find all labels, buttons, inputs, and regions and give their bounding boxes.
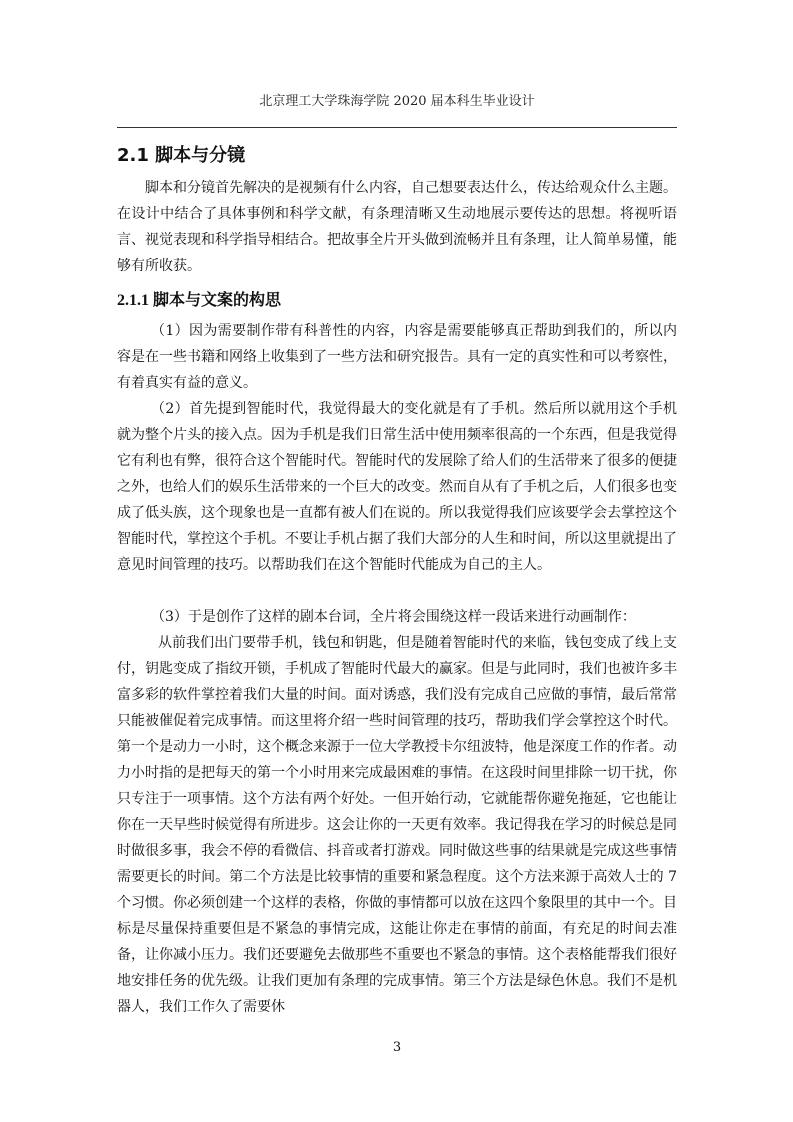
paragraph-2: （2）首先提到智能时代，我觉得最大的变化就是有了手机。然后所以就用这个手机就为整个片头的接入点。因为手机是我们日常生活中使用频率很高的一个东西，但是我觉得它有利也有弊，很符合这个智能时代。智能时代的发展除了给人们的生活带来了很多的便捷之外，也给人们的娱乐生活带来的一个巨大的改变。然而自从有了手机之后，人们很多也变成了低头族，这个现象也是一直都有被人们在说的。所以我觉得我们应该要学会去掌控这个智能时代，掌控这个手机。不要让手机占据了我们大部分的人生和时间，所以这里就提出了意见时间管理的技巧。以帮助我们在这个智能时代能成为自己的主人。 [117, 401, 677, 573]
subsection-heading: 2.1.1 脚本与文案的构思 [117, 292, 282, 309]
section-intro-paragraph: 脚本和分镜首先解决的是视频有什么内容，自己想要表达什么，传达给观众什么主题。在设计中结合了具体事例和科学文献，有条理清晰又生动地展示要传达的思想。将视听语言、视觉表现和科学指导相结合。把故事全片开头做到流畅并且有条理，让人简单易懂，能够有所收获。 [117, 180, 677, 274]
paragraph-1: （1）因为需要制作带有科普性的内容，内容是需要能够真正帮助到我们的，所以内容是在一些书籍和网络上收集到了一些方法和研究报告。具有一定的真实性和可以考察性，有着真实有益的意义。 [117, 323, 677, 391]
header-rule [117, 127, 677, 128]
script-paragraph: 从前我们出门要带手机，钱包和钥匙，但是随着智能时代的来临，钱包变成了线上支付，钥匙变成了指纹开锁，手机成了智能时代最大的赢家。但是与此同时，我们也被许多丰富多彩的软件掌控着我们大量的时间。面对诱惑，我们没有完成自己应做的事情，最后常常只能被催促着完成事情。而这里将介绍一些时间管理的技巧，帮助我们学会掌控这个时代。第一个是动力一小时，这个概念来源于一位大学教授卡尔纽波特，他是深度工作的作者。动力小时指的是把每天的第一个小时用来完成最困难的事情。在这段时间里排除一切干扰，你只专注于一项事情。这个方法有两个好处。一但开始行动，它就能帮你避免拖延，它也能让你在一天早些时候觉得有所进步。这会让你的一天更有效率。我记得我在学习的时候总是同时做很多事，我会不停的看微信、抖音或者打游戏。同时做这些事的结果就是完成这些事情需要更长的时间。第二个方法是比较事情的重要和紧急程度。这个方法来源于高效人士的 7 个习惯。你必须创建一个这样的表格，你做的事情都可以放在这四个象限里的其中一个。目标是尽量保持重要但是不紧急的事情完成，这能让你走在事情的前面，有充足的时间去准备，让你减小压力。我们还要避免去做那些不重要也不紧急的事情。这个表格能帮我们很好地安排任务的优先级。让我们更加有条理的完成事情。第三个方法是绿色休息。我们不是机器人，我们工作久了需要休 [117, 635, 677, 1015]
running-header: 北京理工大学珠海学院 2020 届本科生毕业设计 [259, 94, 535, 109]
page-number: 3 [392, 1040, 402, 1055]
section-heading: 2.1 脚本与分镜 [117, 145, 246, 166]
paragraph-3: （3）于是创作了这样的剧本台词，全片将会围绕这样一段话来进行动画制作： [151, 609, 636, 625]
